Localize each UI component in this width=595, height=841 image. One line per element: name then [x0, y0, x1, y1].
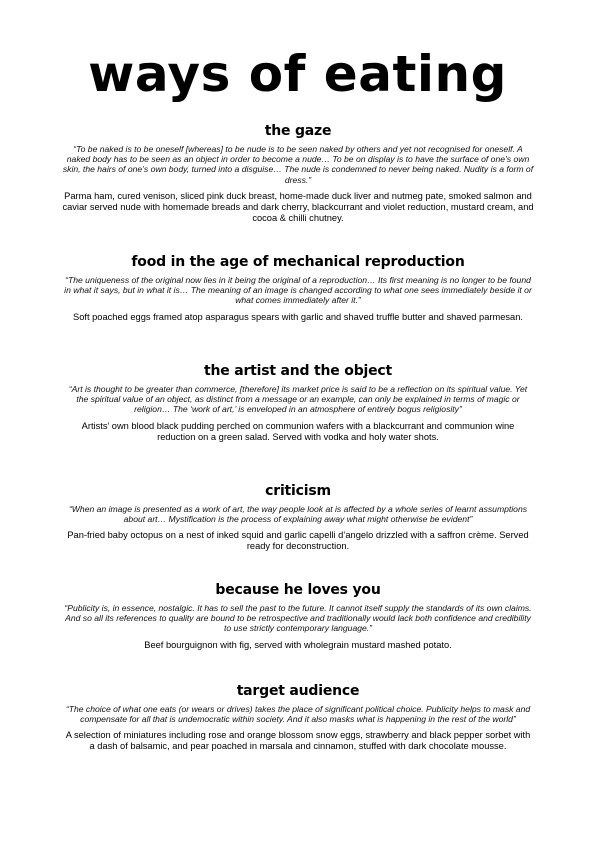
- section-quote: “The choice of what one eats (or wears or drives) takes the place of significant political choice. Publicity helps to mask and compensate for all that is undemocratic within society. And it also masks what is happening in the rest of the world”: [65, 704, 531, 725]
- section-the-gaze: [62, 122, 534, 224]
- section-heading: because he loves you: [215, 582, 381, 598]
- section-dish: Soft poached eggs framed atop asparagus spears with garlic and shaved truffle butter and shaved parmesan.: [73, 311, 523, 322]
- section-criticism: [62, 482, 534, 552]
- section-quote: “To be naked is to be oneself [whereas] to be nude is to be seen naked by others and yet not recognised for oneself. A naked body has to be seen as an object in order to become a nude… To be on display is to have the surface of one’s own skin, the hairs of one’s own body, turned into a disguise… The nude is condemned to never being naked. Nudity is a form of dress.”: [62, 144, 534, 185]
- section-quote: “When an image is presented as a work of art, the way people look at is affected by a whole series of learnt assumptions about art… Mystification is the process of explaining away what might otherwise be evident”: [68, 504, 528, 525]
- section-because-he-loves-you: [62, 581, 534, 651]
- page-title: ways of eating: [88, 45, 507, 103]
- section-quote: “The uniqueness of the original now lies in it being the original of a reproduction… Its first meaning is no longer to be found in what it says, but in what it is… The meaning of an image is changed according to what one sees immediately beside it or what comes immediately after it.”: [64, 275, 532, 306]
- section-dish: A selection of miniatures including rose and orange blossom snow eggs, strawberry and black pepper sorbet with a dash of balsamic, and pear poached in marsala and cinnamon, stuffed with dark chocolate mousse.: [65, 730, 531, 752]
- section-heading: criticism: [265, 483, 331, 499]
- section-heading: food in the age of mechanical reproduction: [131, 254, 465, 270]
- section-dish: Artists’ own blood black pudding perched on communion wafers with a blackcurrant and communion wine reduction on a green salad. Served with vodka and holy water shots.: [81, 420, 515, 442]
- section-dish: Pan-fried baby octopus on a nest of inked squid and garlic capelli d’angelo drizzled with a saffron crème. Served ready for deconstruction.: [67, 530, 529, 552]
- section-target-audience: [62, 682, 534, 752]
- section-heading: the gaze: [264, 123, 332, 139]
- section-heading: the artist and the object: [203, 363, 393, 379]
- section-artist-and-object: [62, 362, 534, 443]
- section-quote: “Art is thought to be greater than commerce, [therefore] its market price is said to be a reflection on its spiritual value. Yet the spiritual value of an object, as distinct from a message or an example, can only be explained in terms of magic or religion… The ‘work of art,’ is enveloped in an atmosphere of entirely bogus religiosity”: [68, 384, 528, 415]
- section-heading: target audience: [236, 683, 360, 699]
- section-mechanical-reproduction: [62, 253, 534, 323]
- section-dish: Beef bourguignon with fig, served with wholegrain mustard mashed potato.: [144, 639, 452, 650]
- section-quote: “Publicity is, in essence, nostalgic. It has to sell the past to the future. It cannot itself supply the standards of its own claims. And so all its references to quality are bound to be retrospective and traditionally would lack both confidence and credibility to use strictly contemporary language.”: [64, 603, 532, 634]
- section-dish: Parma ham, cured venison, sliced pink duck breast, home-made duck liver and nutmeg pate, smoked salmon and caviar served nude with homemade breads and dark cherry, blackcurrant and violet reduction, mustard cream, and cocoa & chilli chutney.: [62, 190, 534, 223]
